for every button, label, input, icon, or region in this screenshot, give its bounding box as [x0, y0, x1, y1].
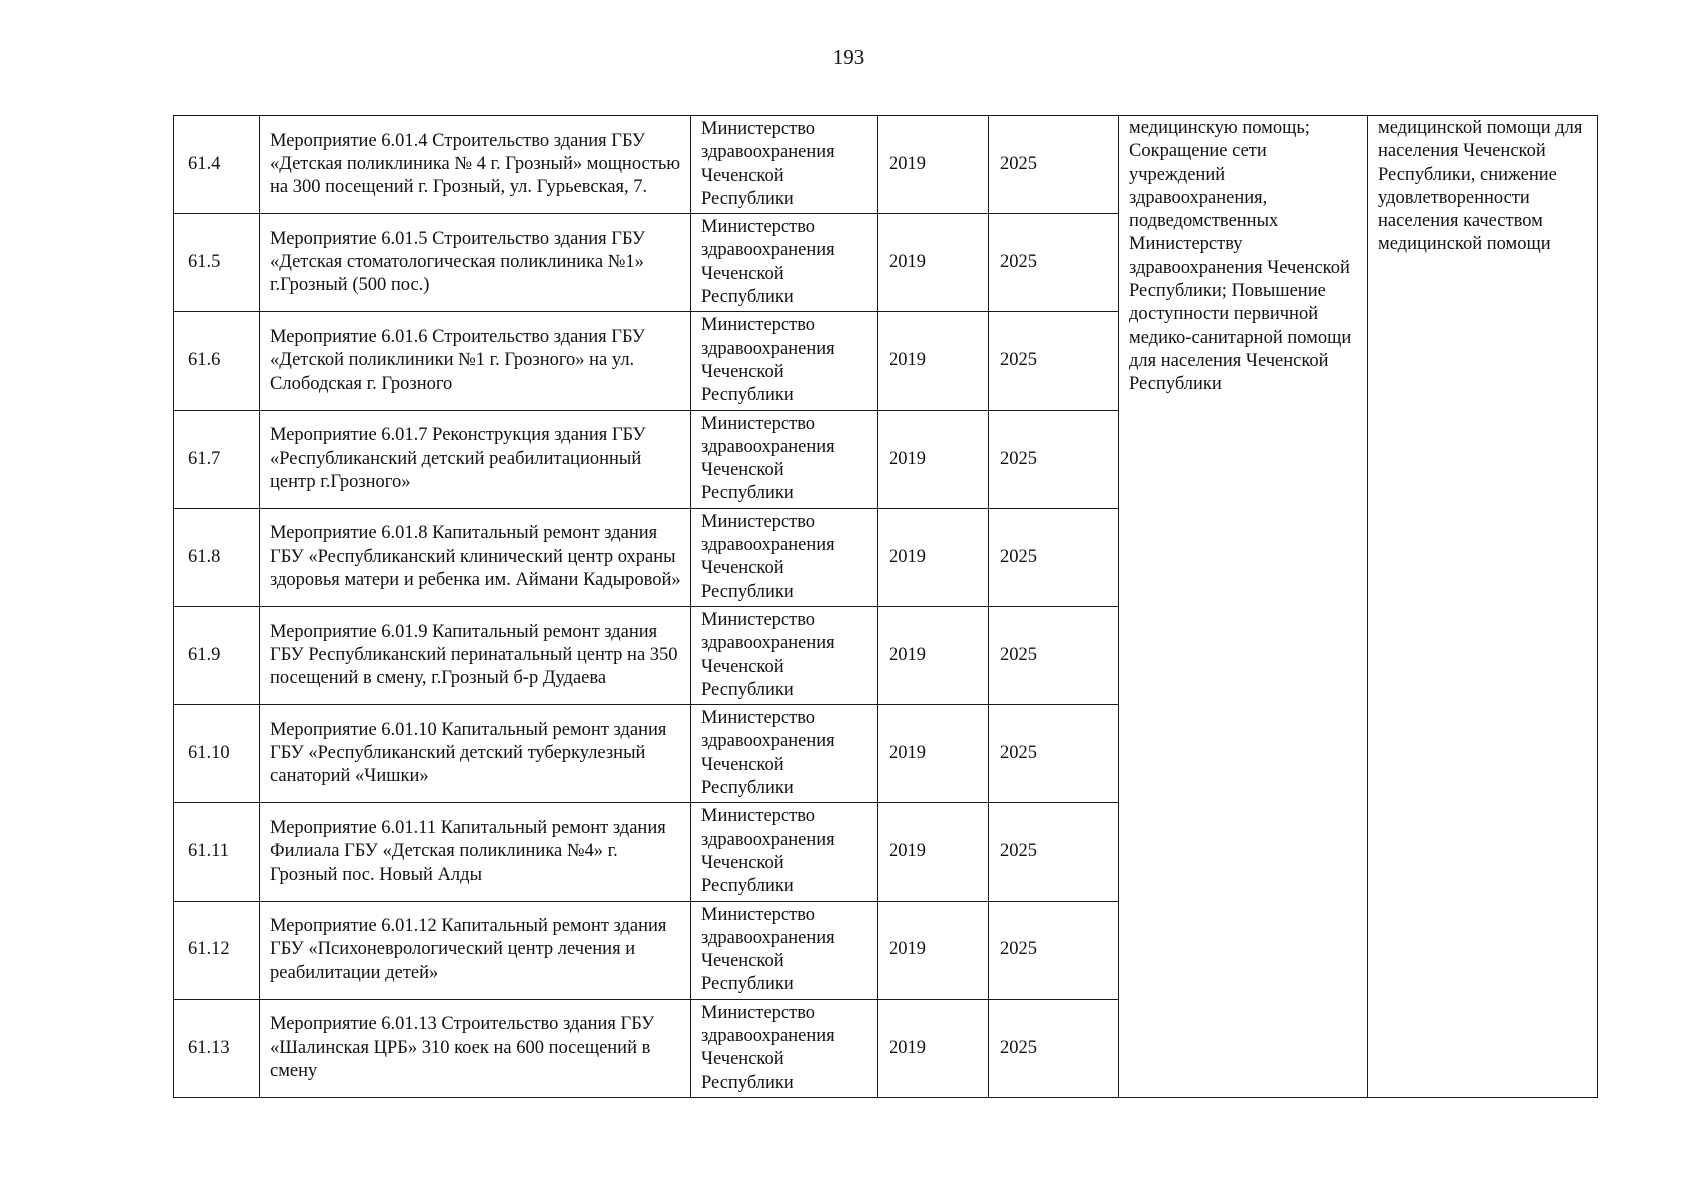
row-number: 61.12: [174, 901, 260, 999]
executor: Министерство здравоохранения Чеченской Республики: [691, 312, 878, 410]
start-year: 2019: [878, 312, 989, 410]
end-year: 2025: [989, 214, 1119, 312]
end-year: 2025: [989, 999, 1119, 1097]
start-year: 2019: [878, 999, 989, 1097]
page-number: 193: [832, 45, 865, 69]
event-name: Мероприятие 6.01.5 Строительство здания ГБУ «Детская стоматологическая поликлиника №1» г.Грозный (500 пос.): [260, 214, 691, 312]
event-name: Мероприятие 6.01.13 Строительство здания ГБУ «Шалинская ЦРБ» 310 коек на 600 посещений в смену: [260, 999, 691, 1097]
end-year: 2025: [989, 803, 1119, 901]
start-year: 2019: [878, 705, 989, 803]
event-name: Мероприятие 6.01.4 Строительство здания ГБУ «Детская поликлиника № 4 г. Грозный» мощностью на 300 посещений г. Грозный, ул. Гурьевская, 7.: [260, 116, 691, 214]
event-name: Мероприятие 6.01.6 Строительство здания ГБУ «Детской поликлиники №1 г. Грозного» на ул. Слободская г. Грозного: [260, 312, 691, 410]
executor: Министерство здравоохранения Чеченской Республики: [691, 606, 878, 704]
row-number: 61.10: [174, 705, 260, 803]
executor: Министерство здравоохранения Чеченской Республики: [691, 116, 878, 214]
row-number: 61.9: [174, 606, 260, 704]
event-name: Мероприятие 6.01.12 Капитальный ремонт здания ГБУ «Психоневрологический центр лечения и реабилитации детей»: [260, 901, 691, 999]
start-year: 2019: [878, 901, 989, 999]
end-year: 2025: [989, 116, 1119, 214]
end-year: 2025: [989, 410, 1119, 508]
end-year: 2025: [989, 606, 1119, 704]
row-number: 61.7: [174, 410, 260, 508]
row-number: 61.5: [174, 214, 260, 312]
start-year: 2019: [878, 116, 989, 214]
start-year: 2019: [878, 508, 989, 606]
start-year: 2019: [878, 803, 989, 901]
row-number: 61.11: [174, 803, 260, 901]
event-name: Мероприятие 6.01.11 Капитальный ремонт здания Филиала ГБУ «Детская поликлиника №4» г. Грозный пос. Новый Алды: [260, 803, 691, 901]
start-year: 2019: [878, 410, 989, 508]
end-year: 2025: [989, 312, 1119, 410]
executor: Министерство здравоохранения Чеченской Республики: [691, 214, 878, 312]
executor: Министерство здравоохранения Чеченской Республики: [691, 803, 878, 901]
start-year: 2019: [878, 214, 989, 312]
event-name: Мероприятие 6.01.10 Капитальный ремонт здания ГБУ «Республиканский детский туберкулезный санаторий «Чишки»: [260, 705, 691, 803]
indicators: медицинской помощи для населения Чеченской Республики, снижение удовлетворенности населения качеством медицинской помощи: [1368, 116, 1598, 1098]
row-number: 61.4: [174, 116, 260, 214]
executor: Министерство здравоохранения Чеченской Республики: [691, 999, 878, 1097]
executor: Министерство здравоохранения Чеченской Республики: [691, 705, 878, 803]
event-name: Мероприятие 6.01.8 Капитальный ремонт здания ГБУ «Республиканский клинический центр охраны здоровья матери и ребенка им. Аймани Кадыровой»: [260, 508, 691, 606]
expected-results: медицинскую помощь; Сокращение сети учреждений здравоохранения, подведомственных Министерству здравоохранения Чеченской Республики; Повышение доступности первичной медико-санитарной помощи для населения Чеченской Республики: [1119, 116, 1368, 1098]
measures-table: [173, 115, 1598, 1098]
row-number: 61.8: [174, 508, 260, 606]
executor: Министерство здравоохранения Чеченской Республики: [691, 901, 878, 999]
end-year: 2025: [989, 901, 1119, 999]
executor: Министерство здравоохранения Чеченской Республики: [691, 508, 878, 606]
end-year: 2025: [989, 508, 1119, 606]
row-number: 61.6: [174, 312, 260, 410]
event-name: Мероприятие 6.01.7 Реконструкция здания ГБУ «Республиканский детский реабилитационный центр г.Грозного»: [260, 410, 691, 508]
event-name: Мероприятие 6.01.9 Капитальный ремонт здания ГБУ Республиканский перинатальный центр на 350 посещений в смену, г.Грозный б-р Дудаева: [260, 606, 691, 704]
end-year: 2025: [989, 705, 1119, 803]
start-year: 2019: [878, 606, 989, 704]
executor: Министерство здравоохранения Чеченской Республики: [691, 410, 878, 508]
row-number: 61.13: [174, 999, 260, 1097]
table-row: [174, 116, 1598, 214]
